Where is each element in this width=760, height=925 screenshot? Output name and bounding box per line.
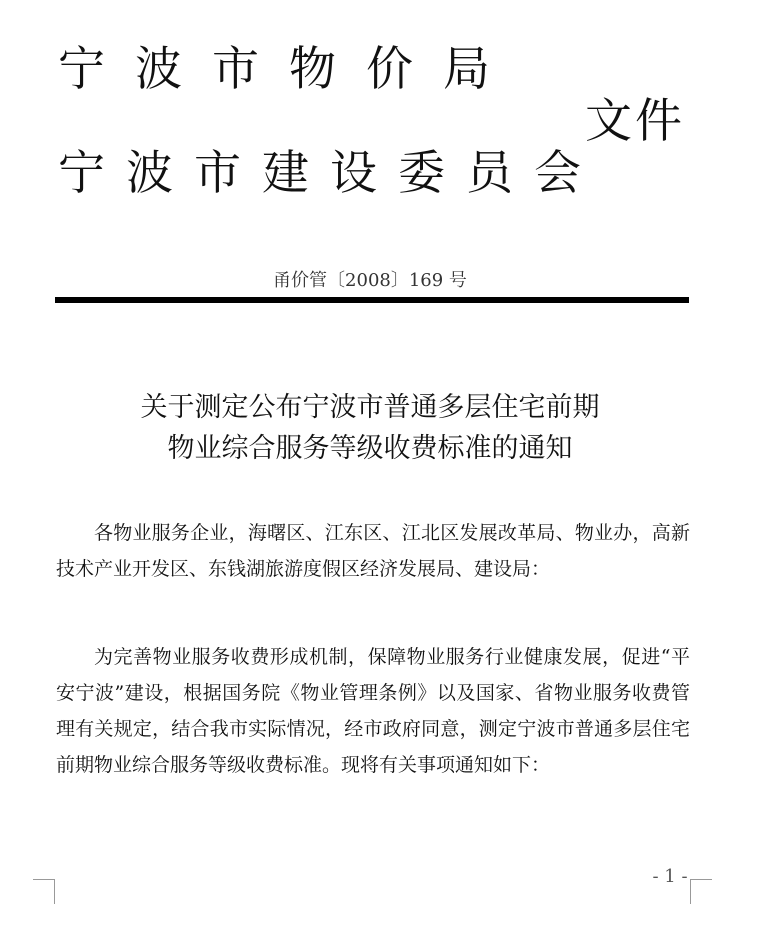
- document-number: 甬价管〔2008〕169 号: [273, 270, 467, 291]
- document-type-label: 文件: [585, 94, 685, 149]
- body-paragraph: 为完善物业服务收费形成机制，保障物业服务行业健康发展，促进“平安宁波”建设，根据国务院《物业管理条例》以及国家、省物业服务收费管理有关规定，结合我市实际情况，经市政府同意，测定宁波市普通多层住宅前期物业综合服务等级收费标准。现将有关事项通知如下：: [56, 646, 690, 776]
- header-divider: [55, 297, 689, 303]
- issuing-org-construction-committee: 宁波市建设委员会: [58, 146, 602, 201]
- issuing-org-price-bureau: 宁波市物价局: [58, 42, 520, 97]
- document-title-line1: 关于测定公布宁波市普通多层住宅前期: [140, 392, 600, 423]
- page-corner-mark-left: [33, 879, 55, 904]
- page-number: - 1 -: [652, 866, 688, 887]
- document-title-line2: 物业综合服务等级收费标准的通知: [167, 433, 573, 464]
- addressee-paragraph: 各物业服务企业，海曙区、江东区、江北区发展改革局、物业办，高新技术产业开发区、东钱湖旅游度假区经济发展局、建设局：: [56, 522, 690, 580]
